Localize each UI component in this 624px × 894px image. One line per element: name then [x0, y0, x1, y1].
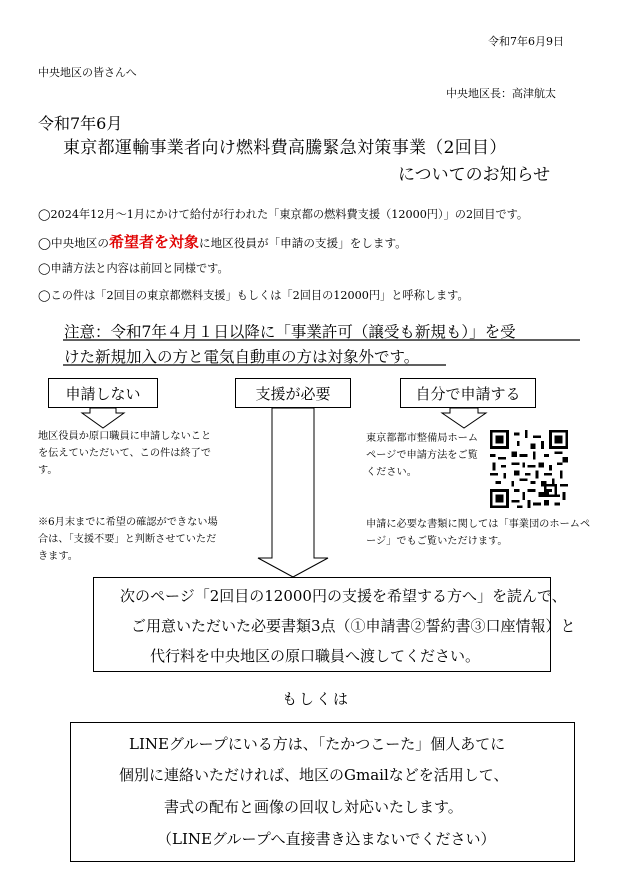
page-subtitle: についてのお知らせ — [398, 165, 551, 185]
no-apply-note: 地区役員か原口職員に申請しないことを伝えていただいて、この件は終了です。 — [38, 431, 212, 476]
bullet-3: ◯申請方法と内容は前回と同様です。 — [38, 262, 229, 275]
notice-line-1: 注意：令和7年４月１日以降に「事業許可（譲受も新規も）」を受 — [64, 323, 516, 341]
main-instruction-line-1: 次のページ「2回目の12000円の支援を希望する方へ」を読んで、 — [120, 587, 567, 605]
line-group-line-2: 個別に連絡いただければ、地区のGmailなどを活用して、 — [119, 766, 509, 784]
bullet-2-post: に地区役員が「申請の支援」をします。 — [198, 236, 407, 250]
deadline-note: ※6月末までに希望の確認ができない場合は、「支援不要」と判断させていただきます。 — [38, 517, 218, 562]
main-instruction-line-2: ご用意いただいた必要書類3点（①申請書②誓約書③口座情報）と — [131, 617, 576, 635]
documents-note: 申請に必要な書類に関しては「事業団のホームページ」でもご覧いただけます。 — [366, 519, 591, 547]
addressee: 中央地区の皆さんへ — [38, 66, 137, 79]
document-date: 令和7年6月9日 — [488, 35, 564, 48]
line-group-line-4: （LINEグループへ直接書き込まないでください） — [157, 830, 496, 848]
bullet-2-pre: ◯中央地区の — [38, 236, 109, 250]
qr-code-icon — [490, 430, 568, 508]
main-instruction-box — [93, 577, 576, 672]
bullet-2-emphasis: 希望者を対象 — [108, 233, 199, 251]
bullet-1: ◯2024年12月～1月にかけて給付が行われた「東京都の燃料費支援（12000円）」の2回目です。 — [38, 208, 529, 221]
line-group-line-3: 書式の配布と画像の回収し対応いたします。 — [164, 798, 463, 816]
self-apply-note: 東京都都市整備局ホームページで申請方法をご覧ください。 — [366, 433, 479, 478]
or-label: もしくは — [282, 690, 351, 708]
notice-line-2: けた新規加入の方と電気自動車の方は対象外です。 — [64, 348, 420, 366]
line-group-line-1: LINEグループにいる方は、「たかつこーた」個人あてに — [129, 735, 506, 753]
sender: 中央地区長：高津航太 — [446, 87, 556, 100]
line-group-box — [70, 722, 575, 862]
self-apply-option: 自分で申請する — [400, 378, 536, 408]
need-help-option: 支援が必要 — [235, 378, 351, 408]
title-date: 令和7年6月 — [38, 114, 123, 133]
page-title: 東京都運輸事業者向け燃料費高騰緊急対策事業（2回目） — [63, 138, 507, 158]
no-apply-option: 申請しない — [48, 378, 158, 408]
main-instruction-line-3: 代行料を中央地区の原口職員へ渡してください。 — [150, 647, 481, 665]
bullet-4: ◯この件は「2回目の東京都燃料支援」もしくは「2回目の12000円」と呼称します。 — [38, 289, 469, 302]
